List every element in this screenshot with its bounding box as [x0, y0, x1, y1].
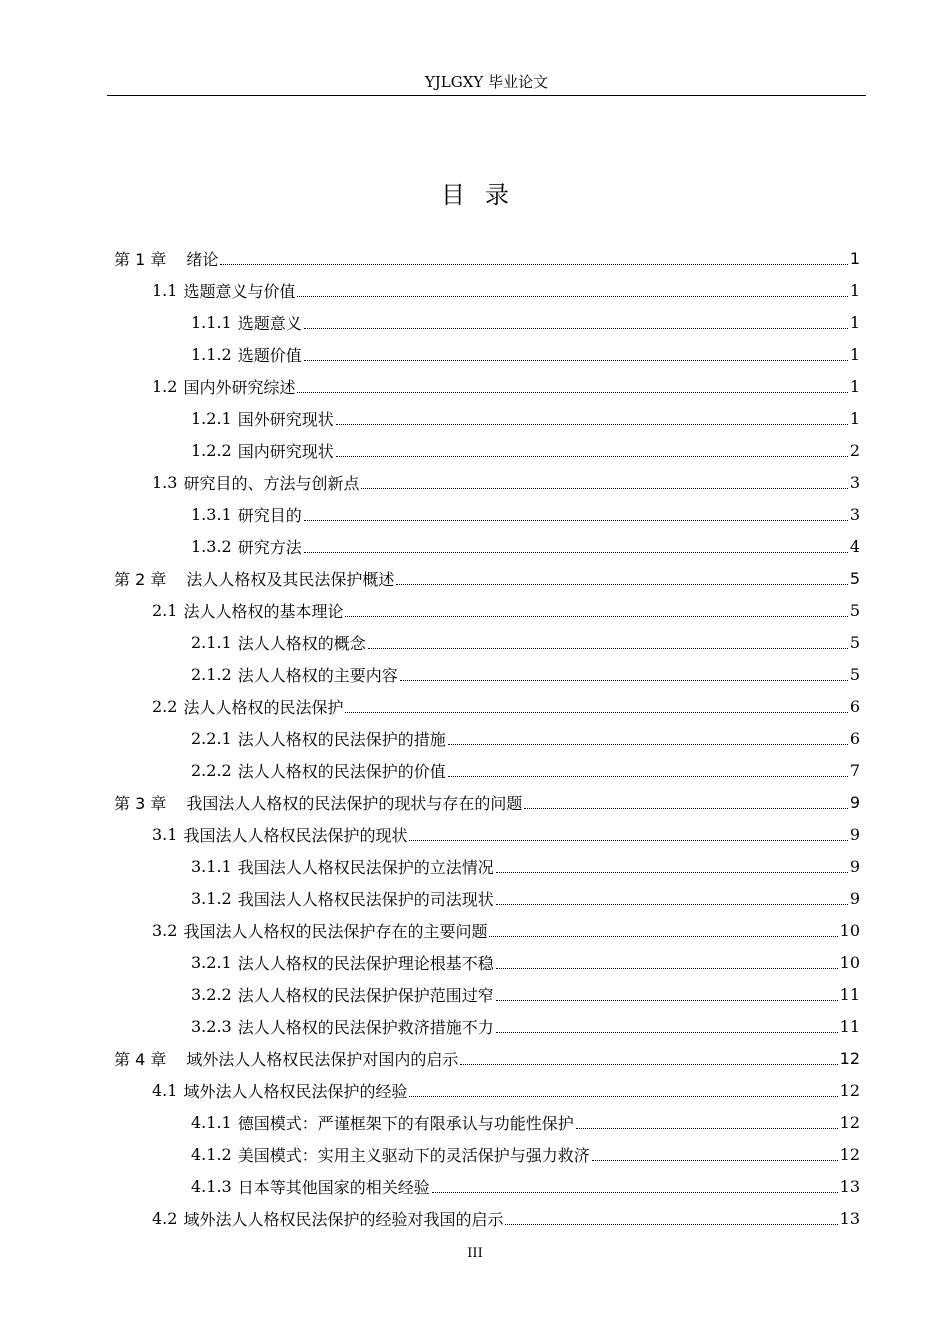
toc-entry[interactable] — [114, 498, 860, 530]
toc-dot-leader — [432, 1192, 838, 1193]
toc-entry-page: 9 — [849, 792, 860, 812]
toc-entry[interactable] — [114, 1074, 860, 1106]
toc-entry-title: 法人人格权的民法保护的措施 — [237, 729, 446, 749]
toc-dot-leader — [505, 1224, 837, 1225]
toc-entry-title: 选题意义 — [237, 313, 302, 333]
toc-dot-leader — [336, 424, 848, 425]
toc-entry-title: 域外法人人格权民法保护的经验 — [183, 1081, 408, 1101]
toc-entry-page: 2 — [849, 440, 860, 460]
toc-entry[interactable] — [114, 466, 860, 498]
toc-entry-title: 绪论 — [186, 249, 219, 269]
toc-entry-title: 我国法人人格权的民法保护的现状与存在的问题 — [186, 793, 523, 813]
toc-entry-page: 1 — [849, 376, 860, 396]
toc-entry-title: 我国法人人格权民法保护的现状 — [183, 825, 408, 845]
toc-entry[interactable] — [114, 818, 860, 850]
toc-entry-title: 国内研究现状 — [237, 441, 334, 461]
toc-entry-page: 12 — [839, 1112, 860, 1132]
toc-entry-page: 6 — [849, 696, 860, 716]
toc-title: 目录 — [441, 181, 529, 209]
toc-entry-number: 3.2.3 — [191, 1016, 232, 1036]
toc-entry-number: 3.1.2 — [191, 888, 232, 908]
toc-entry[interactable] — [114, 850, 860, 882]
toc-entry[interactable] — [114, 370, 860, 402]
toc-entry-page: 12 — [839, 1144, 860, 1164]
toc-entry[interactable] — [114, 338, 860, 370]
toc-entry-title: 日本等其他国家的相关经验 — [237, 1177, 430, 1197]
toc-dot-leader — [460, 1064, 837, 1065]
running-header: YJLGXY 毕业论文 — [424, 73, 549, 91]
toc-entry-number: 4.2 — [152, 1208, 178, 1228]
toc-entry-title: 研究目的、方法与创新点 — [183, 473, 360, 493]
toc-entry-number: 第 3 章 — [114, 793, 167, 813]
toc-entry-title: 法人人格权的概念 — [237, 633, 366, 653]
toc-entry-number: 1.1.2 — [191, 344, 232, 364]
toc-entry-page: 12 — [839, 1048, 860, 1068]
toc-dot-leader — [368, 648, 848, 649]
toc-dot-leader — [297, 296, 847, 297]
toc-entry-number: 3.2 — [152, 920, 178, 940]
toc-entry-page: 9 — [849, 856, 860, 876]
toc-entry-title: 域外法人人格权民法保护对国内的启示 — [186, 1049, 459, 1069]
toc-entry[interactable] — [114, 594, 860, 626]
toc-entry-number: 4.1.3 — [191, 1176, 232, 1196]
toc-dot-leader — [592, 1160, 838, 1161]
toc-entry-title: 法人人格权的基本理论 — [183, 601, 344, 621]
header-rule — [107, 95, 866, 96]
toc-dot-leader — [496, 904, 848, 905]
toc-entry-title: 域外法人人格权民法保护的经验对我国的启示 — [183, 1209, 504, 1229]
toc-dot-leader — [396, 584, 847, 585]
toc-entry-number: 1.1 — [152, 280, 178, 300]
toc-entry[interactable] — [114, 1170, 860, 1202]
toc-entry-number: 1.2.1 — [191, 408, 232, 428]
toc-entry-page: 9 — [849, 888, 860, 908]
toc-entry[interactable] — [114, 1106, 860, 1138]
toc-entry-number: 2.1.1 — [191, 632, 232, 652]
toc-dot-leader — [400, 680, 848, 681]
toc-entry-page: 13 — [839, 1208, 860, 1228]
toc-entry-title: 我国法人人格权民法保护的司法现状 — [237, 889, 494, 909]
toc-dot-leader — [297, 392, 847, 393]
toc-dot-leader — [345, 616, 847, 617]
toc-entry-page: 3 — [849, 472, 860, 492]
toc-entry-number: 2.2.1 — [191, 728, 232, 748]
toc-entry-page: 9 — [849, 824, 860, 844]
toc-entry-title: 研究目的 — [237, 505, 302, 525]
toc-dot-leader — [409, 1096, 837, 1097]
toc-entry-page: 4 — [849, 536, 860, 556]
toc-entry-page: 5 — [849, 600, 860, 620]
toc-dot-leader — [220, 264, 847, 265]
toc-entry[interactable] — [114, 562, 860, 594]
toc-dot-leader — [345, 712, 847, 713]
toc-entry-title: 美国模式：实用主义驱动下的灵活保护与强力救济 — [237, 1145, 590, 1165]
toc-entry-number: 第 4 章 — [114, 1049, 167, 1069]
toc-entry[interactable] — [114, 402, 860, 434]
toc-entry-number: 3.2.2 — [191, 984, 232, 1004]
toc-entry-title: 法人人格权的主要内容 — [237, 665, 398, 685]
toc-entry-title: 国内外研究综述 — [183, 377, 296, 397]
toc-entry-page: 5 — [849, 568, 860, 588]
toc-entry-page: 11 — [839, 1016, 860, 1036]
toc-entry-title: 我国法人人格权民法保护的立法情况 — [237, 857, 494, 877]
toc-entry-number: 1.3 — [152, 472, 178, 492]
toc-entry-title: 我国法人人格权的民法保护存在的主要问题 — [183, 921, 488, 941]
toc-entry-number: 2.2 — [152, 696, 178, 716]
toc-dot-leader — [336, 456, 848, 457]
toc-entry-number: 1.3.2 — [191, 536, 232, 556]
toc-entry[interactable] — [114, 786, 860, 818]
toc-entry-title: 研究方法 — [237, 537, 302, 557]
page-number: III — [467, 1246, 483, 1261]
toc-dot-leader — [496, 1000, 838, 1001]
toc-entry[interactable] — [114, 914, 860, 946]
toc-dot-leader — [448, 744, 848, 745]
toc-entry-page: 5 — [849, 664, 860, 684]
toc-dot-leader — [496, 968, 838, 969]
toc-entry[interactable] — [114, 658, 860, 690]
toc-dot-leader — [304, 328, 848, 329]
toc-entry-page: 1 — [849, 312, 860, 332]
toc-entry-number: 第 2 章 — [114, 569, 167, 589]
toc-entry-number: 第 1 章 — [114, 249, 167, 269]
toc-entry[interactable] — [114, 978, 860, 1010]
toc-entry-number: 1.2.2 — [191, 440, 232, 460]
toc-entry-page: 1 — [849, 344, 860, 364]
toc-entry-page: 5 — [849, 632, 860, 652]
toc-entry-number: 2.1.2 — [191, 664, 232, 684]
toc-entry[interactable] — [114, 434, 860, 466]
toc-entry-page: 6 — [849, 728, 860, 748]
toc-entry-title: 法人人格权的民法保护的价值 — [237, 761, 446, 781]
toc-entry-title: 法人人格权的民法保护保护范围过窄 — [237, 985, 494, 1005]
toc-entry-number: 2.2.2 — [191, 760, 232, 780]
toc-entry[interactable] — [114, 274, 860, 306]
toc-entry-title: 德国模式：严谨框架下的有限承认与功能性保护 — [237, 1113, 574, 1133]
toc-entry[interactable] — [114, 690, 860, 722]
toc-entry-page: 11 — [839, 984, 860, 1004]
toc-entry-number: 3.2.1 — [191, 952, 232, 972]
toc-entry[interactable] — [114, 1010, 860, 1042]
toc-dot-leader — [304, 552, 848, 553]
toc-entry-page: 1 — [849, 248, 860, 268]
toc-entry-page: 10 — [839, 920, 860, 940]
toc-entry[interactable] — [114, 1138, 860, 1170]
toc-entry-number: 2.1 — [152, 600, 178, 620]
toc-entry-title: 法人人格权的民法保护理论根基不稳 — [237, 953, 494, 973]
toc-entry[interactable] — [114, 626, 860, 658]
toc-entry-page: 7 — [849, 760, 860, 780]
toc-entry[interactable] — [114, 946, 860, 978]
toc-entry-page: 1 — [849, 408, 860, 428]
toc-dot-leader — [361, 488, 847, 489]
toc-dot-leader — [576, 1128, 838, 1129]
toc-entry-title: 法人人格权的民法保护救济措施不力 — [237, 1017, 494, 1037]
toc-entry-number: 4.1 — [152, 1080, 178, 1100]
toc-entry-page: 12 — [839, 1080, 860, 1100]
toc-entry[interactable] — [114, 1042, 860, 1074]
toc-entry-number: 4.1.2 — [191, 1144, 232, 1164]
toc-dot-leader — [304, 360, 848, 361]
toc-dot-leader — [489, 936, 837, 937]
toc-entry-number: 1.1.1 — [191, 312, 232, 332]
toc-entry-page: 13 — [839, 1176, 860, 1196]
toc-dot-leader — [448, 776, 848, 777]
table-of-contents — [114, 242, 860, 1234]
toc-dot-leader — [496, 872, 848, 873]
toc-dot-leader — [524, 808, 847, 809]
toc-entry-title: 法人人格权及其民法保护概述 — [186, 569, 395, 589]
toc-entry-number: 4.1.1 — [191, 1112, 232, 1132]
toc-entry-title: 法人人格权的民法保护 — [183, 697, 344, 717]
toc-entry[interactable] — [114, 242, 860, 274]
toc-entry[interactable] — [114, 530, 860, 562]
toc-dot-leader — [304, 520, 848, 521]
toc-entry-title: 选题价值 — [237, 345, 302, 365]
toc-dot-leader — [409, 840, 847, 841]
toc-entry-page: 1 — [849, 280, 860, 300]
toc-entry-title: 国外研究现状 — [237, 409, 334, 429]
toc-entry-number: 1.3.1 — [191, 504, 232, 524]
toc-entry-number: 3.1 — [152, 824, 178, 844]
toc-entry-number: 3.1.1 — [191, 856, 232, 876]
toc-entry-page: 3 — [849, 504, 860, 524]
toc-entry[interactable] — [114, 306, 860, 338]
toc-dot-leader — [496, 1032, 838, 1033]
toc-entry-title: 选题意义与价值 — [183, 281, 296, 301]
toc-entry[interactable] — [114, 882, 860, 914]
toc-entry-number: 1.2 — [152, 376, 178, 396]
toc-entry[interactable] — [114, 754, 860, 786]
toc-entry[interactable] — [114, 1202, 860, 1234]
toc-entry[interactable] — [114, 722, 860, 754]
toc-entry-page: 10 — [839, 952, 860, 972]
